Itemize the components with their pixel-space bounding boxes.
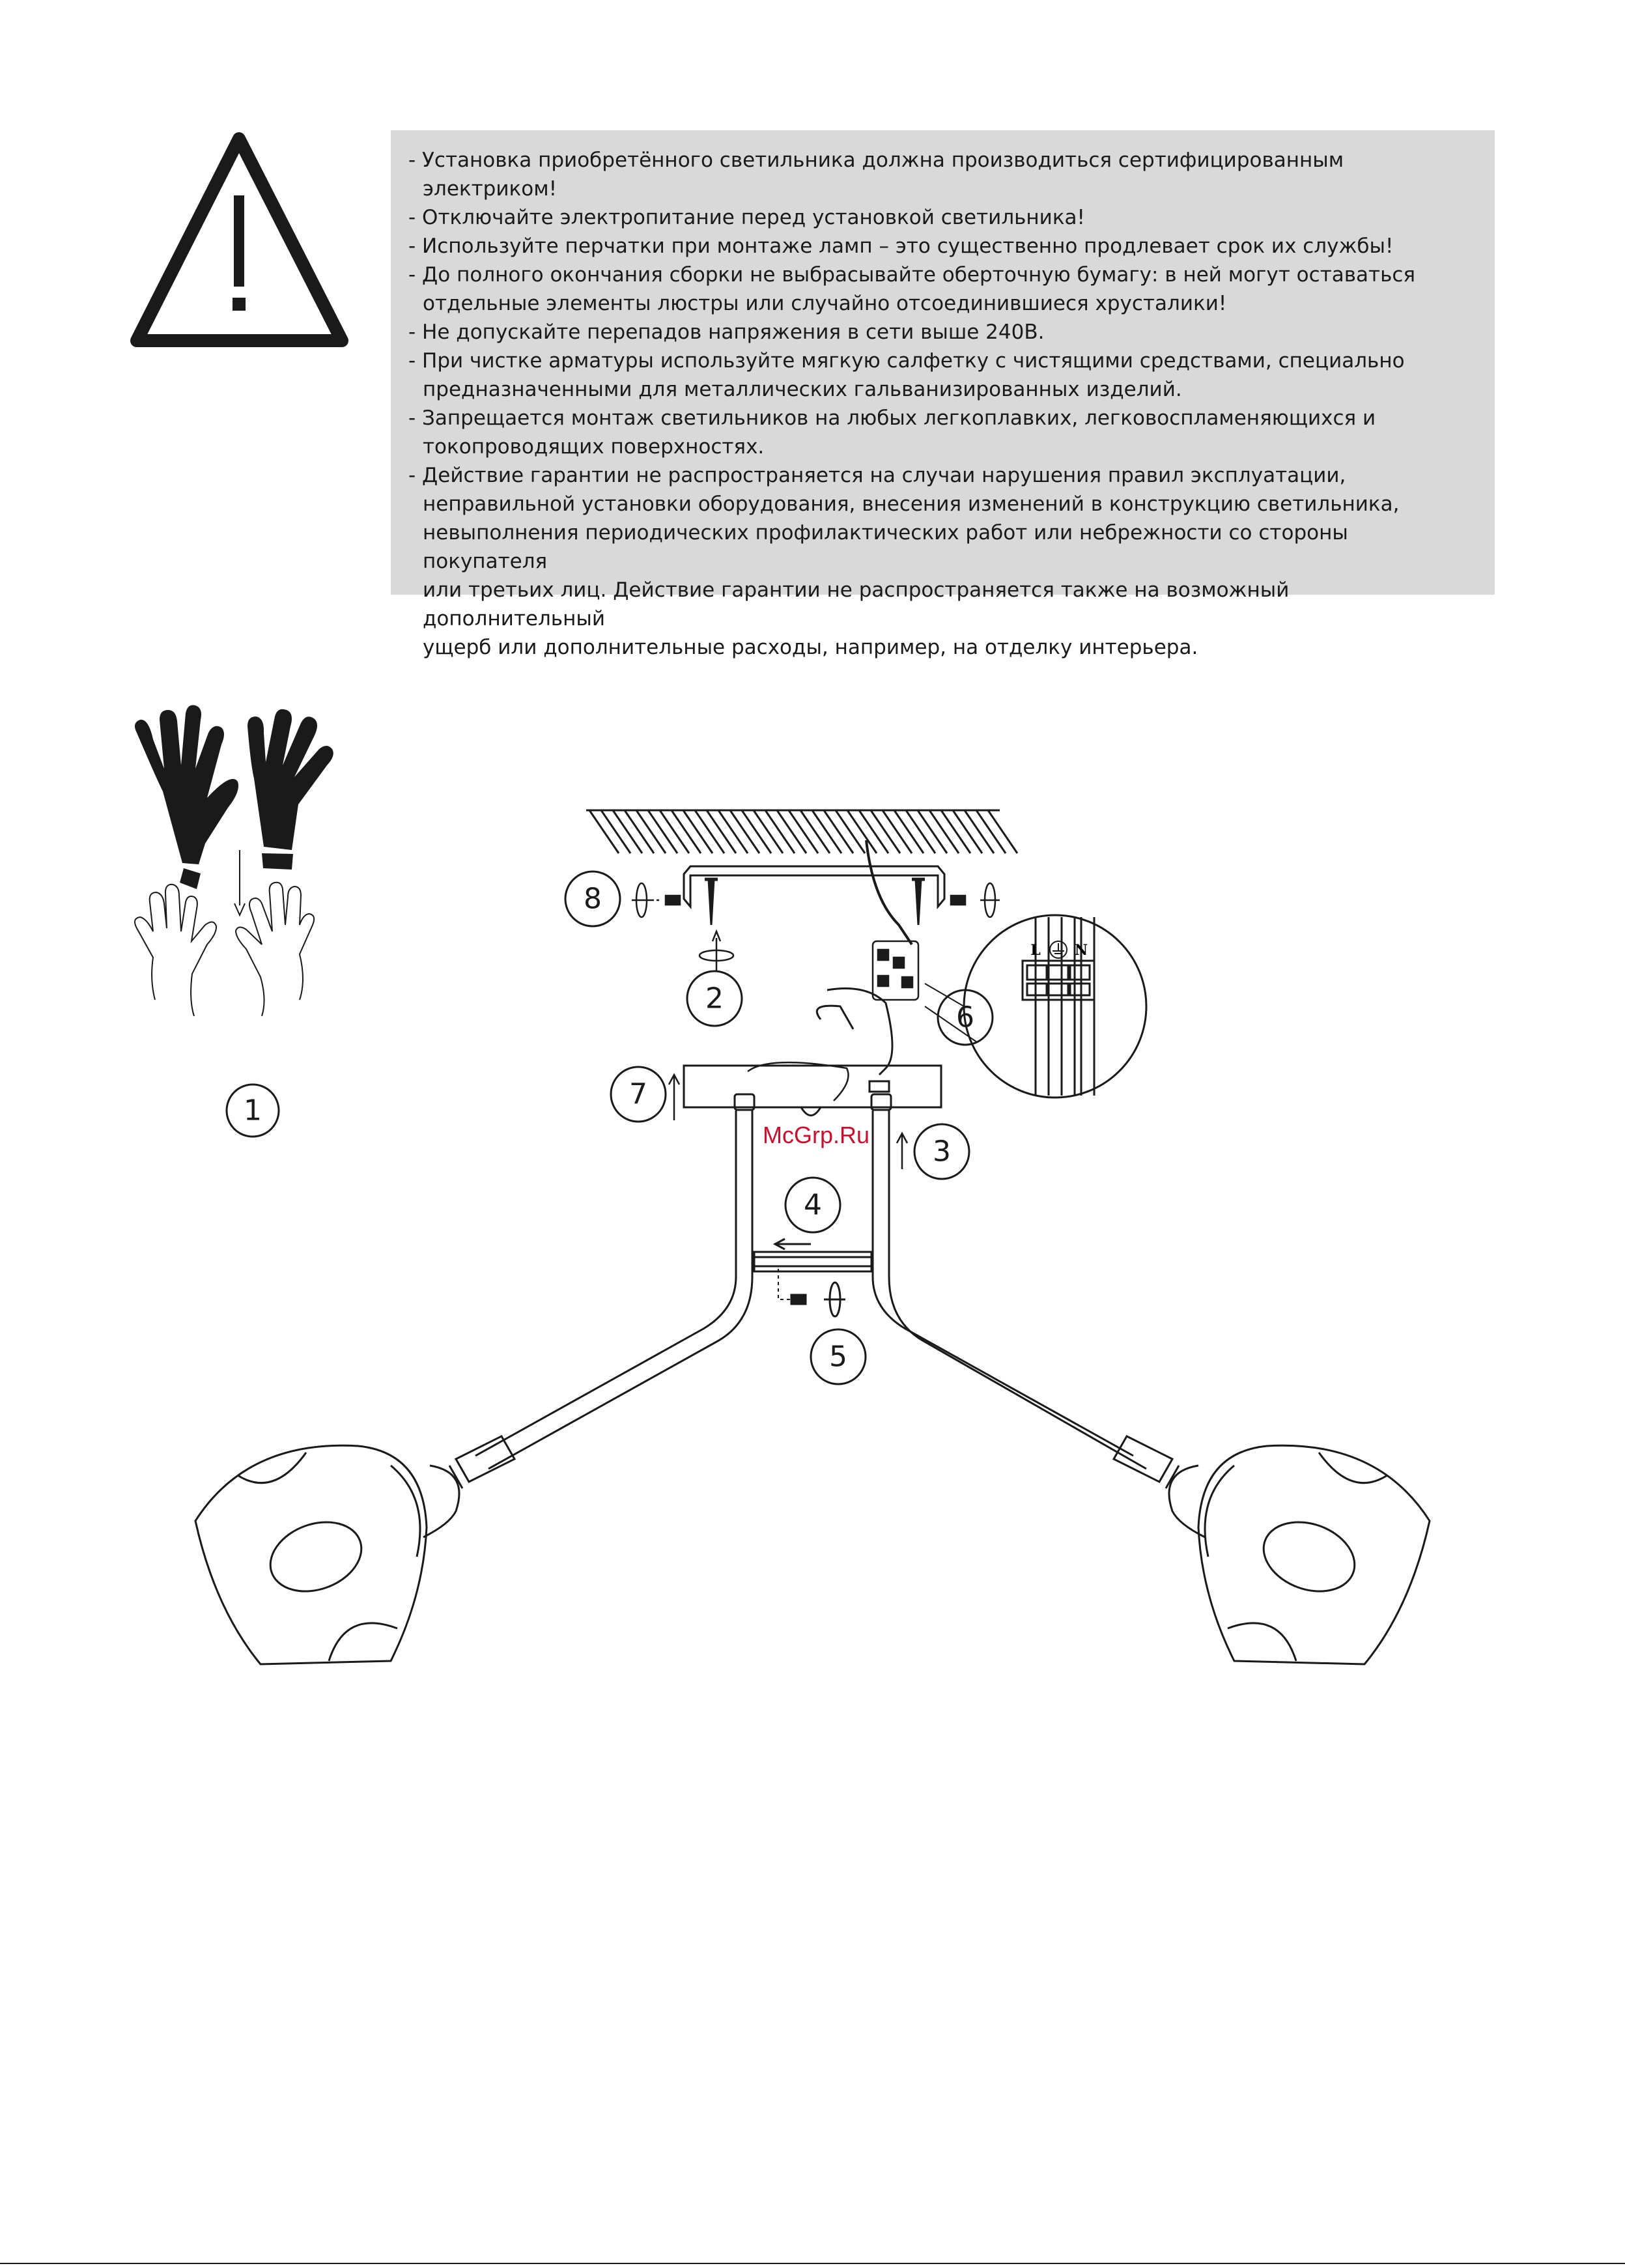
warning-item: - Не допускайте перепадов напряжения в сети выше 240В. (408, 320, 1045, 344)
callout-step-4-number: 4 (804, 1188, 822, 1222)
hatch-line (589, 810, 619, 853)
chandelier-frame (475, 1111, 1146, 1469)
hatch-line (836, 810, 865, 853)
callout-step-2-number: 2 (705, 982, 724, 1015)
ceiling-hatch (586, 810, 1017, 853)
warning-item: - Запрещается монтаж светильников на любых легкоплавких, легковоспламеняющихся и токопроводящих поверхностях. (408, 406, 1376, 459)
hatch-line (812, 810, 841, 853)
callout-step-4 (785, 1178, 840, 1232)
step-callouts (227, 872, 993, 1384)
hatch-line (941, 810, 970, 853)
hatch-line (601, 810, 630, 853)
hatch-line (707, 810, 736, 853)
callout-step-7-number: 7 (629, 1077, 647, 1111)
hatch-line (953, 810, 982, 853)
callout-step-1-number: 1 (244, 1094, 262, 1127)
lamp-shade-left (195, 1436, 515, 1664)
warning-item: - Отключайте электропитание перед установкой светильника! (408, 206, 1085, 229)
hatch-line (976, 810, 1006, 853)
hatch-line (671, 810, 701, 853)
hatch-line (988, 810, 1017, 853)
hatch-line (742, 810, 771, 853)
hatch-line (847, 810, 877, 853)
callout-step-7 (611, 1067, 666, 1122)
callout-step-5-number: 5 (829, 1340, 847, 1374)
hatch-line (730, 810, 759, 853)
terminal-label-live: L (1030, 942, 1041, 959)
warning-item: - До полного окончания сборки не выбрасывайте оберточную бумагу: в ней могут оставаться отдельные элементы люстры или случайно отсоединившиеся хрусталики! (408, 263, 1416, 315)
hatch-line (906, 810, 935, 853)
warning-item: - Установка приобретённого светильника должна производиться сертифицированным электриком! (408, 149, 1344, 201)
callout-step-8 (565, 872, 620, 926)
warning-item: - При чистке арматуры используйте мягкую салфетку с чистящими средствами, специально предназначенными для металлических гальванизированных изделий. (408, 349, 1405, 401)
warning-item: - Действие гарантии не распространяется на случаи нарушения правил эксплуатации, неправильной установки оборудования, внесения изменений в конструкцию светильника, невыполнения периодических профилактических работ или небрежности со стороны покупателя или третьих лиц. Действие гарантии не распространяется также на возможный дополнительный ущерб или дополнительные расходы, например, на отделку интерьера. (408, 464, 1400, 659)
terminal-block (817, 941, 918, 1075)
watermark-text: McGrp.Ru (762, 1122, 870, 1148)
callout-step-5 (811, 1329, 866, 1384)
hatch-line (648, 810, 677, 853)
hatch-line (683, 810, 713, 853)
callout-step-8-number: 8 (584, 882, 602, 916)
hatch-line (695, 810, 724, 853)
hatch-line (789, 810, 818, 853)
callout-step-3 (914, 1124, 969, 1179)
hatch-line (754, 810, 783, 853)
callout-step-3-number: 3 (933, 1135, 951, 1169)
hatch-line (965, 810, 994, 853)
hatch-line (894, 810, 924, 853)
hatch-line (625, 810, 654, 853)
lamp-shade-right (1114, 1436, 1430, 1664)
hatch-line (929, 810, 959, 853)
callout-step-1 (227, 1084, 279, 1137)
hatch-line (660, 810, 689, 853)
hatch-line (918, 810, 947, 853)
hatch-line (824, 810, 853, 853)
canopy-plate (684, 1062, 941, 1115)
hatch-line (859, 810, 888, 853)
hatch-line (718, 810, 748, 853)
hatch-line (636, 810, 666, 853)
callout-step-2 (687, 971, 742, 1026)
terminal-label-neutral: N (1074, 942, 1088, 959)
hatch-line (871, 810, 900, 853)
callout-step-6-number: 6 (956, 1000, 974, 1034)
hatch-line (777, 810, 806, 853)
hatch-line (765, 810, 795, 853)
hatch-line (613, 810, 642, 853)
hatch-line (800, 810, 830, 853)
warning-item: - Используйте перчатки при монтаже ламп – это существенно продлевает срок их службы! (408, 234, 1394, 258)
mounting-bracket (684, 840, 944, 944)
ground-symbol-icon (1050, 941, 1067, 958)
hatch-line (883, 810, 912, 853)
